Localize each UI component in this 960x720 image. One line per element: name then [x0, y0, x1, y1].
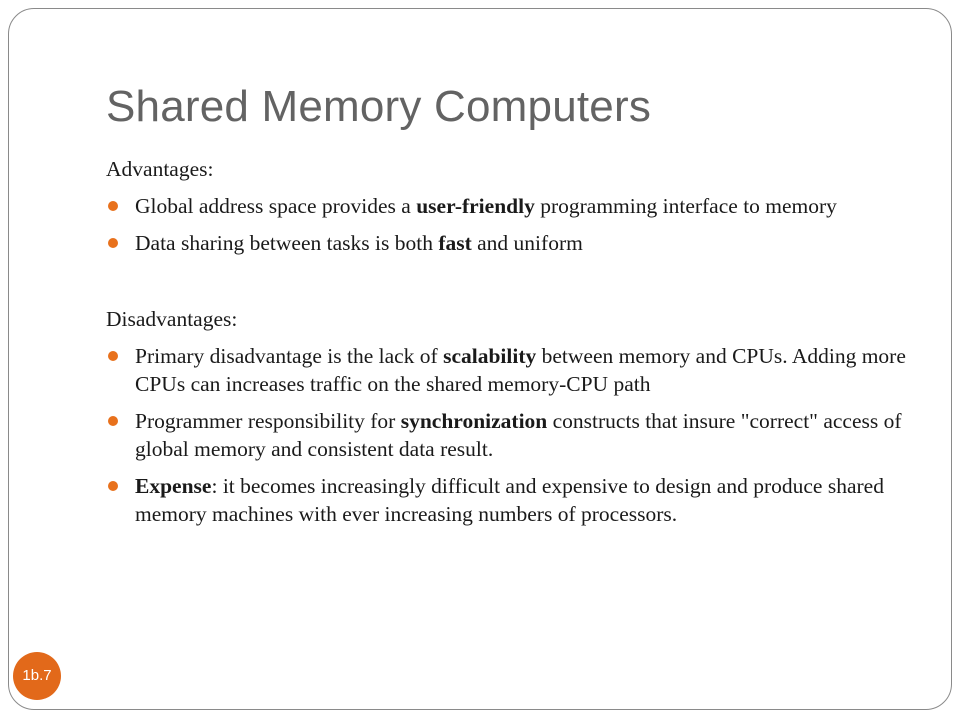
disadvantages-heading: Disadvantages: — [106, 307, 238, 331]
advantage-text-post: and uniform — [471, 231, 583, 255]
disadvantage-text-bold: Expense — [135, 474, 212, 498]
disadvantage-text-bold: synchronization — [400, 409, 548, 433]
disadvantage-text-post: constructs that insure "correct" access of global memory and consistent data result. — [135, 409, 902, 461]
disadvantage-text-post: : it becomes increasingly difficult and expensive to design and produce shared memory machines with ever increasing numbers of processors. — [135, 474, 884, 526]
advantage-text-bold: user-friendly — [416, 194, 535, 218]
bullet-icon — [108, 201, 118, 211]
disadvantage-text-bold: scalability — [443, 344, 537, 368]
advantage-text-pre: Global address space provides a — [135, 194, 417, 218]
disadvantage-text-pre: Primary disadvantage is the lack of — [135, 344, 444, 368]
disadvantages-list — [106, 342, 906, 528]
advantage-text-bold: fast — [438, 231, 472, 255]
advantage-item — [106, 192, 906, 220]
bullet-icon — [108, 238, 118, 248]
advantages-heading: Advantages: — [106, 157, 214, 181]
bullet-icon — [108, 481, 118, 491]
advantage-item — [106, 229, 906, 257]
disadvantage-item — [106, 342, 906, 398]
advantages-list — [106, 192, 906, 257]
disadvantage-text-pre: Programmer responsibility for — [135, 409, 401, 433]
slide-content — [106, 155, 906, 528]
advantage-text-post: programming interface to memory — [534, 194, 837, 218]
advantage-text-pre: Data sharing between tasks is both — [135, 231, 439, 255]
disadvantage-text-post: between memory and CPUs. Adding more CPUs can increases traffic on the shared memory-CPU path — [135, 344, 906, 396]
disadvantage-item — [106, 407, 906, 463]
section-spacer — [106, 257, 906, 305]
disadvantage-item — [106, 472, 906, 528]
bullet-icon — [108, 351, 118, 361]
bullet-icon — [108, 416, 118, 426]
slide-title: Shared Memory Computers — [106, 82, 652, 131]
slide-number-badge: 1b.7 — [13, 652, 61, 700]
